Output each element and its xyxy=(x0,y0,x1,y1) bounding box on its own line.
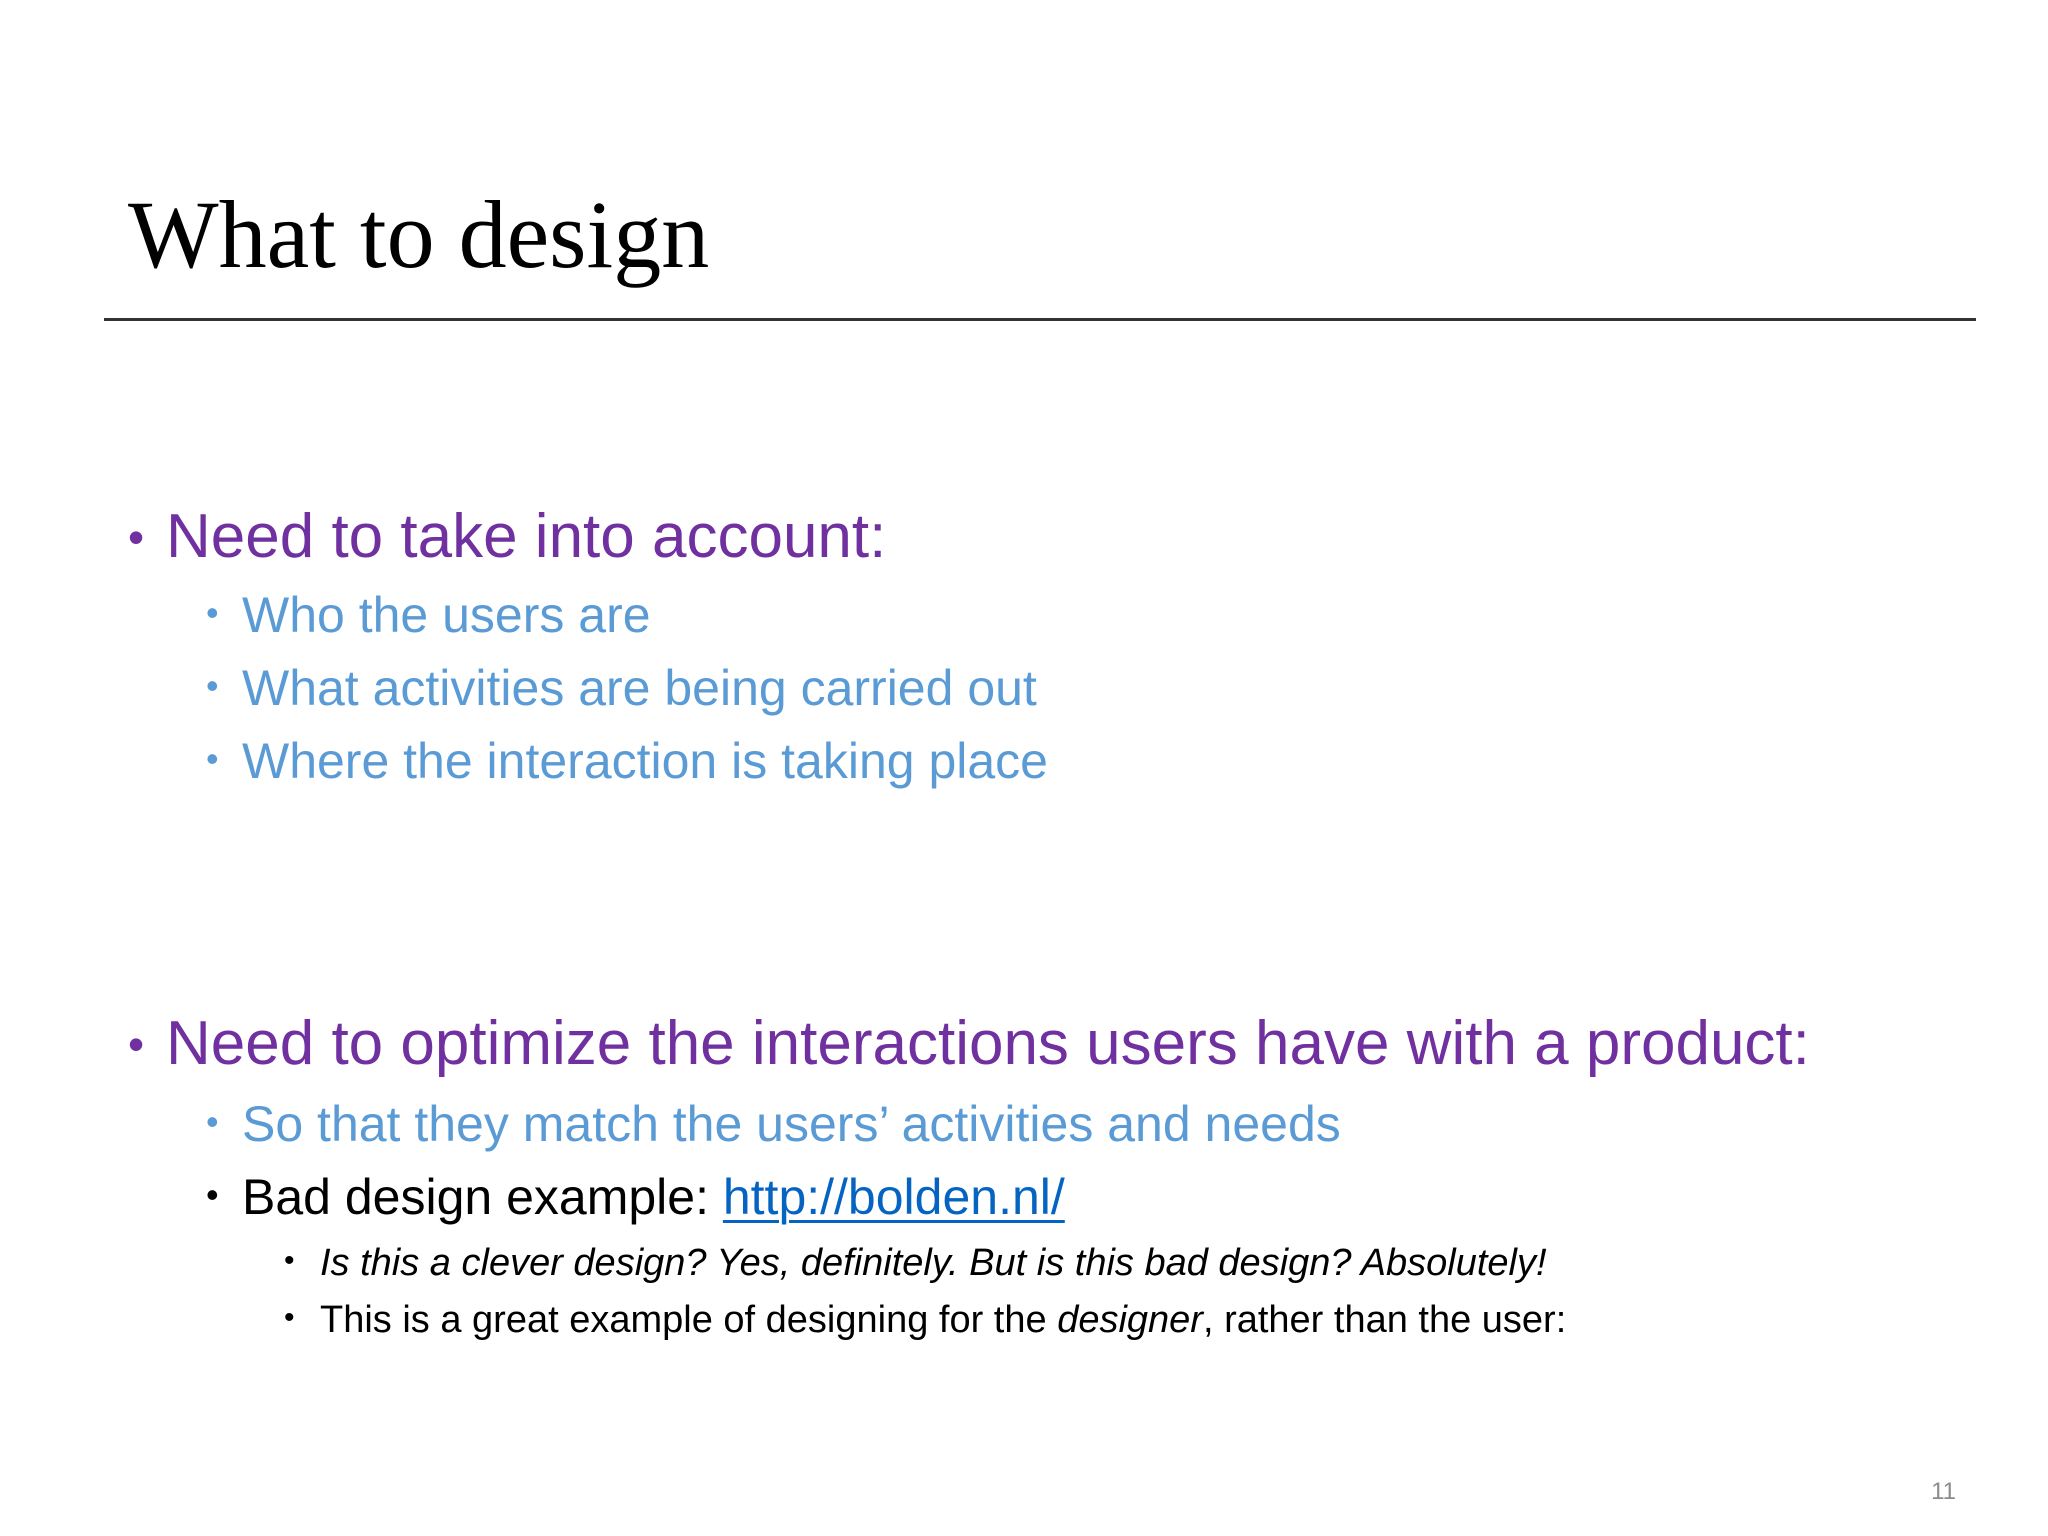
sub-bullet-interaction-place xyxy=(206,731,1606,795)
bullet-dot: • xyxy=(128,511,145,563)
bullet-text xyxy=(320,1297,1566,1343)
bullet-text: Need to optimize the interactions users have with a product: xyxy=(166,1009,1810,1078)
bullet-text: What activities are being carried out xyxy=(242,660,1037,716)
bullet-optimize-interactions xyxy=(128,1007,2008,1087)
bullet-text: So that they match the users’ activities and needs xyxy=(242,1096,1341,1152)
bullet-dot: • xyxy=(128,1018,145,1070)
bullet-dot: • xyxy=(284,1244,295,1277)
page-number: 11 xyxy=(1931,1478,1956,1505)
sub-bullet-activities xyxy=(206,658,1606,722)
bullet-dot: • xyxy=(206,592,219,633)
bad-design-label: Bad design example: xyxy=(242,1169,723,1225)
designer-emphasis: designer xyxy=(1057,1299,1203,1341)
sub-bullet-match-activities xyxy=(206,1094,1806,1158)
sub-sub-bullet-clever-design xyxy=(284,1240,1784,1290)
bullet-dot: • xyxy=(284,1301,295,1334)
sub-sub-bullet-designer xyxy=(284,1297,1784,1347)
bullet-text: Who the users are xyxy=(242,587,651,643)
slide-title: What to design xyxy=(128,181,710,288)
bolden-link[interactable]: http://bolden.nl/ xyxy=(722,1169,1065,1225)
designer-text-before: This is a great example of designing for the xyxy=(320,1299,1058,1341)
bullet-dot: • xyxy=(206,1174,219,1215)
title-divider xyxy=(104,318,1976,321)
designer-text-after: , rather than the user: xyxy=(1202,1299,1567,1341)
bullet-dot: • xyxy=(206,738,219,779)
bullet-text: Need to take into account: xyxy=(166,502,887,571)
bullet-text: Is this a clever design? Yes, definitely. But is this bad design? Absolutely! xyxy=(320,1242,1547,1284)
sub-bullet-users xyxy=(206,585,1606,649)
sub-bullet-bad-design-example xyxy=(206,1167,1806,1231)
bullet-text: Where the interaction is taking place xyxy=(242,733,1048,789)
bullet-text xyxy=(242,1167,1065,1227)
bullet-dot: • xyxy=(206,1101,219,1142)
bullet-dot: • xyxy=(206,665,219,706)
bullet-take-into-account xyxy=(128,500,1728,580)
